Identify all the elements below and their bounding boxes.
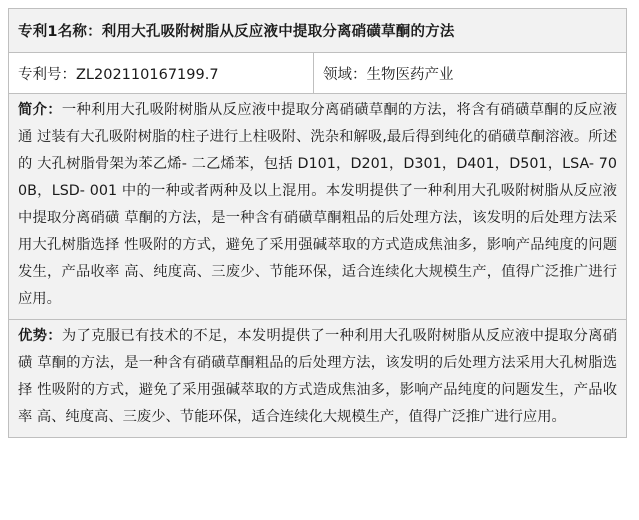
patent-advantage	[9, 320, 626, 437]
patent-summary	[9, 94, 626, 320]
advantage-text: 为了克服已有技术的不足，本发明提供了一种利用大孔吸附树脂从反应液中提取分离硝磺 草酮的方法，是一种含有硝磺草酮粗品的后处理方法，该发明的后处理方法采用大孔树脂选择 性吸附的方式，避免了采用强碱萃取的方式造成焦油多，影响产品纯度的问题发生，产品收率 高、纯度高、三废少、节能环保，适合连续化大规模生产，值得广泛推广进行应用。	[18, 328, 618, 425]
patent-number: 专利号：ZL202110167199.7	[9, 53, 314, 93]
summary-label: 简介：	[18, 102, 62, 118]
patent-card	[8, 8, 627, 438]
patent-title: 专利1名称：利用大孔吸附树脂从反应液中提取分离硝磺草酮的方法	[9, 9, 626, 53]
summary-text: 一种利用大孔吸附树脂从反应液中提取分离硝磺草酮的方法，将含有硝磺草酮的反应液通 过装有大孔吸附树脂的柱子进行上柱吸附、洗杂和解吸,最后得到纯化的硝磺草酮溶液。所述的 大孔树脂骨架为苯乙烯- 二乙烯苯，包括 D101，D201，D301，D401，D501，LSA- 700B，LSD- 001 中的一种或者两种及以上混用。本发明提供了一种利用大孔吸附树脂从反应液中提取分离硝磺 草酮的方法，是一种含有硝磺草酮粗品的后处理方法，该发明的后处理方法采用大孔树脂选择 性吸附的方式，避免了采用强碱萃取的方式造成焦油多，影响产品纯度的问题发生，产品收率 高、纯度高、三废少、节能环保，适合连续化大规模生产，值得广泛推广进行应用。	[18, 102, 618, 307]
advantage-label: 优势：	[18, 328, 62, 344]
patent-meta-row	[9, 53, 626, 94]
patent-field: 领域：生物医药产业	[323, 66, 454, 83]
